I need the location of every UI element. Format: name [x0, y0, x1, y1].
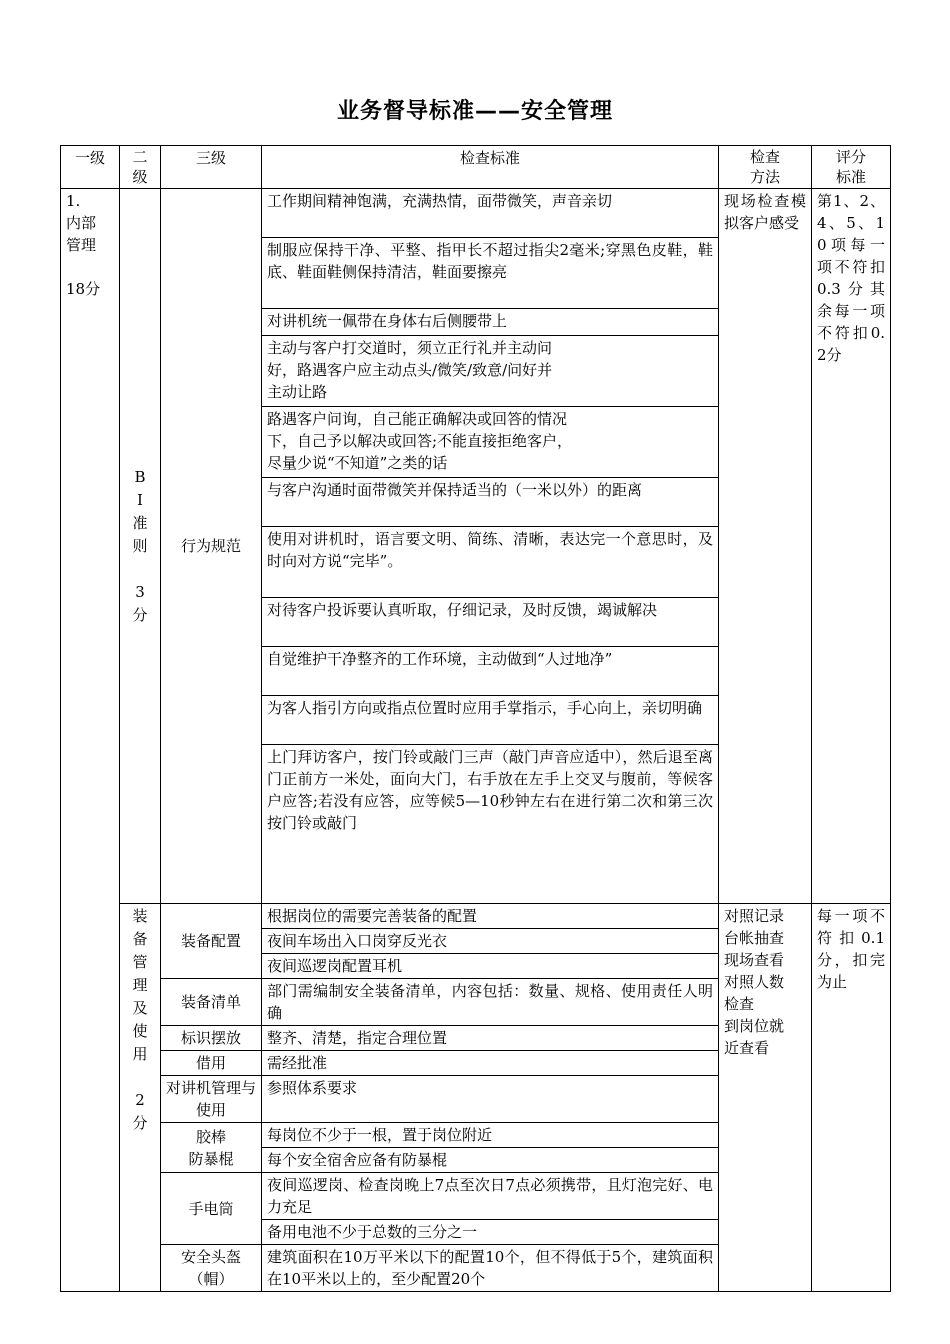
scoring-bi-cell: 第1、2、4、5、10项每一项不符扣0.3分其余每一项不符扣0.2分: [812, 189, 891, 904]
criteria-cell: 备用电池不少于总数的三分之一: [262, 1220, 719, 1245]
criteria-cell: 整齐、清楚，指定合理位置: [262, 1026, 719, 1051]
inspection-standard-table: [60, 145, 891, 1292]
method-equip-cell: 对照记录 台帐抽查 现场查看 对照人数 检查 到岗位就 近查看: [719, 904, 812, 1292]
criteria-cell: 需经批准: [262, 1051, 719, 1076]
level3-equip-cell: 标识摆放: [161, 1026, 262, 1051]
criteria-cell: 每个安全宿舍应备有防暴棍: [262, 1148, 719, 1173]
header-level3: 三级: [161, 146, 262, 189]
table-row: [61, 189, 891, 238]
criteria-cell: 夜间巡逻岗、检查岗晚上7点至次日7点必须携带，且灯泡完好、电力充足: [262, 1173, 719, 1220]
criteria-cell: 主动与客户打交道时，须立正行礼并主动问 好，路遇客户应主动点头/微笑/致意/问好并 主动让路: [262, 336, 719, 407]
criteria-cell: 每岗位不少于一根，置于岗位附近: [262, 1123, 719, 1148]
table-row: [61, 904, 891, 929]
level2-equip-cell: [120, 904, 161, 1292]
criteria-cell: 制服应保持干净、平整、指甲长不超过指尖2毫米;穿黑色皮鞋，鞋底、鞋面鞋侧保持清洁，鞋面要擦亮: [262, 238, 719, 309]
table-header-row: [61, 146, 891, 189]
level3-bi-cell: 行为规范: [161, 189, 262, 904]
criteria-cell: 与客户沟通时面带微笑并保持适当的（一米以外）的距离: [262, 478, 719, 527]
level3-equip-cell: 安全头盔（帽）: [161, 1245, 262, 1292]
level3-equip-cell: 借用: [161, 1051, 262, 1076]
level1-label: 1. 内部 管理 18分: [66, 192, 101, 298]
scoring-equip-cell: 每一项不符扣0.1分，扣完为止: [812, 904, 891, 1292]
criteria-cell: 根据岗位的需要完善装备的配置: [262, 904, 719, 929]
criteria-cell: 使用对讲机时，语言要文明、简练、清晰，表达完一个意思时，及时向对方说“完毕”。: [262, 527, 719, 598]
criteria-cell: 部门需编制安全装备清单，内容包括：数量、规格、使用责任人明确: [262, 979, 719, 1026]
criteria-cell: 工作期间精神饱满，充满热情，面带微笑，声音亲切: [262, 189, 719, 238]
criteria-cell: 参照体系要求: [262, 1076, 719, 1123]
level1-cell: [61, 189, 120, 1292]
level3-equip-cell: 胶棒 防暴棍: [161, 1123, 262, 1173]
criteria-cell: 自觉维护干净整齐的工作环境，主动做到“人过地净”: [262, 647, 719, 696]
header-criteria: 检查标准: [262, 146, 719, 189]
level2-bi-label: BI 准 则 3 分: [132, 467, 148, 624]
criteria-cell: 建筑面积在10万平米以下的配置10个，但不得低于5个，建筑面积在10平米以上的，至少配置20个: [262, 1245, 719, 1292]
level3-equip-cell: 手电筒: [161, 1173, 262, 1245]
criteria-cell: 对讲机统一佩带在身体右后侧腰带上: [262, 309, 719, 336]
header-level2: 二 级: [120, 146, 161, 189]
level3-equip-cell: 装备清单: [161, 979, 262, 1026]
criteria-cell: 路遇客户问询，自己能正确解决或回答的情况 下，自己予以解决或回答;不能直接拒绝客户， 尽量少说“不知道”之类的话: [262, 407, 719, 478]
criteria-cell: 上门拜访客户，按门铃或敲门三声（敲门声音应适中），然后退至离门正前方一米处，面向大门，右手放在左手上交叉与腹前，等候客户应答;若没有应答，应等候5—10秒钟左右在进行第二次和第三次按门铃或敲门: [262, 745, 719, 904]
level3-equip-cell: 装备配置: [161, 904, 262, 979]
level2-equip-label: 装 备 管 理 及 使 用 2 分: [132, 907, 148, 1132]
criteria-cell: 夜间车场出入口岗穿反光衣: [262, 929, 719, 954]
header-scoring: 评分 标准: [812, 146, 891, 189]
criteria-cell: 为客人指引方向或指点位置时应用手掌指示，手心向上，亲切明确: [262, 696, 719, 745]
level3-equip-cell: 对讲机管理与使用: [161, 1076, 262, 1123]
method-bi-cell: 现场检查模拟客户感受: [719, 189, 812, 904]
header-method: 检查 方法: [719, 146, 812, 189]
criteria-cell: 对待客户投诉要认真听取，仔细记录，及时反馈，竭诚解决: [262, 598, 719, 647]
header-level1: 一级: [61, 146, 120, 189]
page-title: 业务督导标准——安全管理: [336, 99, 613, 124]
criteria-cell: 夜间巡逻岗配置耳机: [262, 954, 719, 979]
level2-bi-cell: [120, 189, 161, 904]
table-body: [61, 189, 891, 1292]
